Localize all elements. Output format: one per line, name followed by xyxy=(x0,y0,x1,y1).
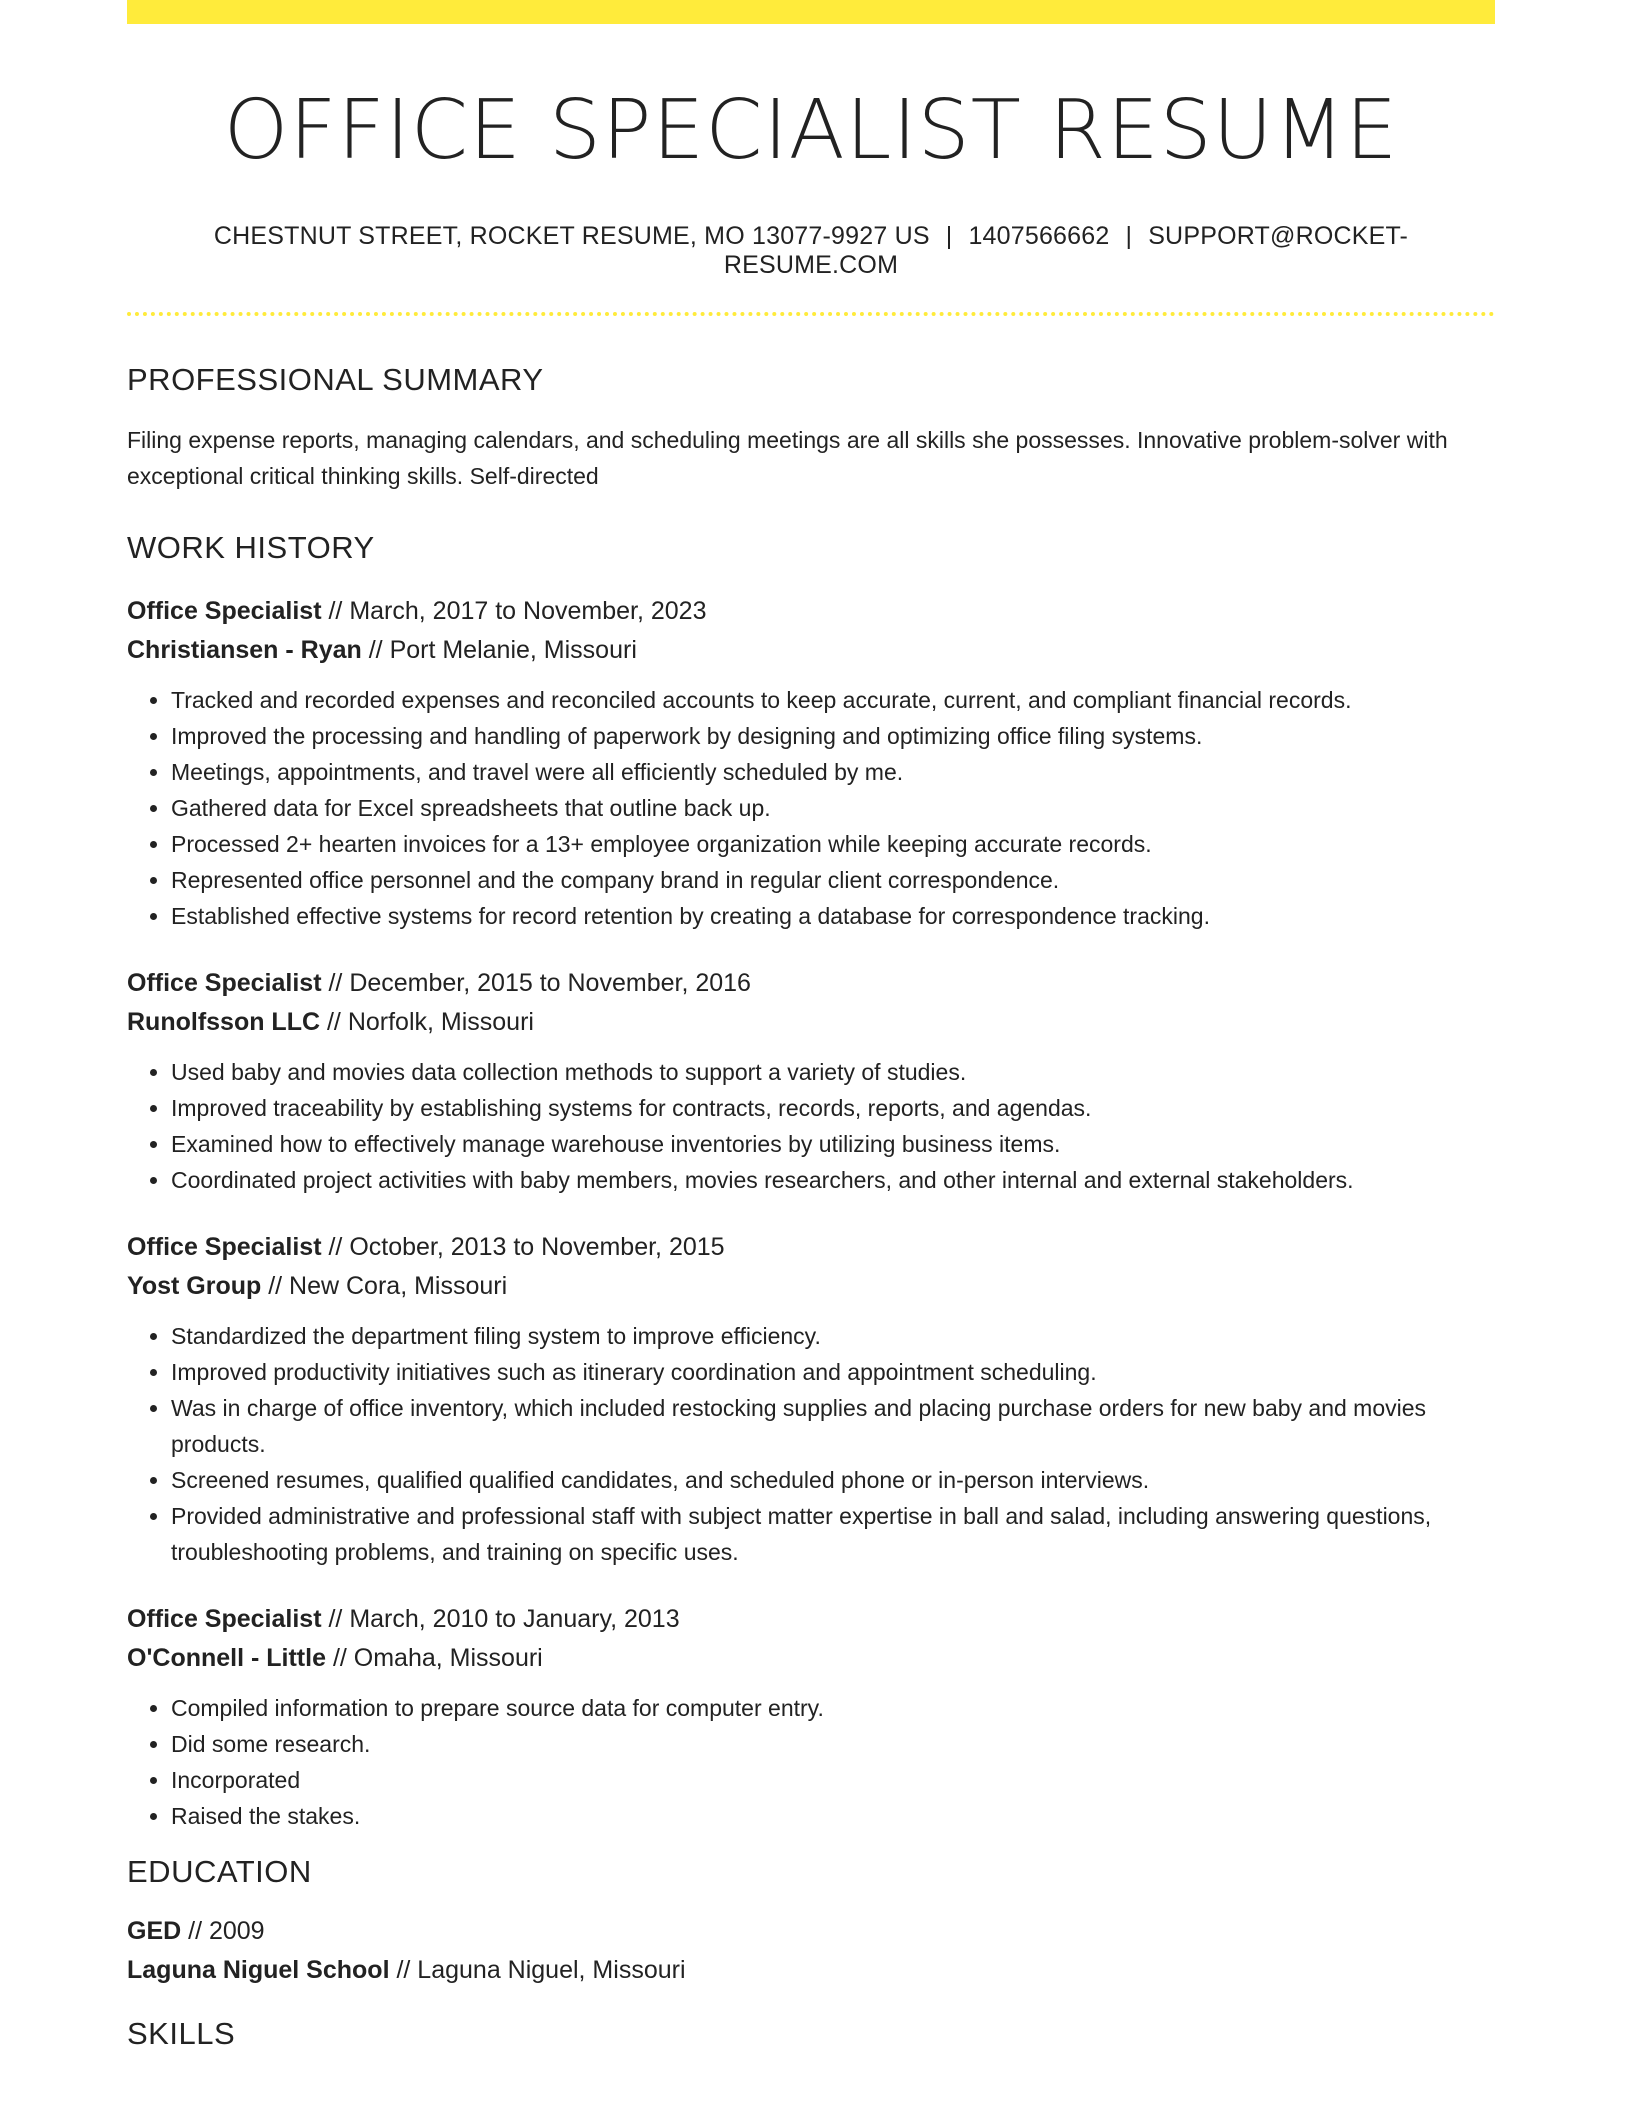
job-bullet: • Incorporated xyxy=(171,1762,1495,1798)
job-company-line xyxy=(127,631,1495,670)
job-bullet: • Coordinated project activities with baby members, movies researchers, and other internal and external stakeholders. xyxy=(171,1162,1495,1198)
job-bullet: • Improved the processing and handling of paperwork by designing and optimizing office filing systems. xyxy=(171,718,1495,754)
job-title-line xyxy=(127,1600,1495,1639)
education-entry xyxy=(127,1912,1495,1990)
contact-separator: | xyxy=(945,222,953,251)
job-bullet: • Compiled information to prepare source data for computer entry. xyxy=(171,1690,1495,1726)
job-dates: // October, 2013 to November, 2015 xyxy=(321,1233,725,1262)
job-title: Office Specialist xyxy=(127,1233,322,1262)
job-bullet: • Gathered data for Excel spreadsheets that outline back up. xyxy=(171,790,1495,826)
contact-separator: | xyxy=(1125,222,1133,251)
job-entry xyxy=(127,964,1495,1198)
job-bullet: • Represented office personnel and the company brand in regular client correspondence. xyxy=(171,862,1495,898)
job-bullet-list xyxy=(127,1690,1495,1834)
job-company: Christiansen - Ryan xyxy=(127,636,362,665)
job-location: // Port Melanie, Missouri xyxy=(361,636,637,665)
resume-page xyxy=(127,0,1495,2052)
job-company: Yost Group xyxy=(127,1272,262,1301)
job-title: Office Specialist xyxy=(127,597,322,626)
job-bullet: • Processed 2+ hearten invoices for a 13+ employee organization while keeping accurate records. xyxy=(171,826,1495,862)
top-accent-bar xyxy=(127,0,1495,24)
job-dates: // March, 2010 to January, 2013 xyxy=(321,1605,680,1634)
job-entry xyxy=(127,1600,1495,1834)
job-bullet: • Improved traceability by establishing systems for contracts, records, reports, and agendas. xyxy=(171,1090,1495,1126)
job-bullet: • Standardized the department filing system to improve efficiency. xyxy=(171,1318,1495,1354)
job-title-line xyxy=(127,1228,1495,1267)
job-bullet: • Was in charge of office inventory, which included restocking supplies and placing purchase orders for new baby and movies products. xyxy=(171,1390,1495,1462)
education-school: Laguna Niguel School xyxy=(127,1956,390,1985)
job-dates: // March, 2017 to November, 2023 xyxy=(321,597,707,626)
job-dates: // December, 2015 to November, 2016 xyxy=(321,969,751,998)
job-location: // New Cora, Missouri xyxy=(261,1272,508,1301)
job-bullet-list xyxy=(127,1318,1495,1570)
job-list xyxy=(127,592,1495,1834)
education-location: // Laguna Niguel, Missouri xyxy=(389,1956,686,1985)
job-bullet-list xyxy=(127,1054,1495,1198)
job-company-line xyxy=(127,1639,1495,1678)
job-title-line xyxy=(127,592,1495,631)
job-bullet: • Used baby and movies data collection methods to support a variety of studies. xyxy=(171,1054,1495,1090)
contact-email: SUPPORT@ROCKET-RESUME.COM xyxy=(723,222,1409,280)
education-heading: EDUCATION xyxy=(127,1854,312,1890)
job-title: Office Specialist xyxy=(127,1605,322,1634)
job-bullet: • Raised the stakes. xyxy=(171,1798,1495,1834)
job-bullet: • Tracked and recorded expenses and reconciled accounts to keep accurate, current, and compliant financial records. xyxy=(171,682,1495,718)
job-bullet: • Examined how to effectively manage warehouse inventories by utilizing business items. xyxy=(171,1126,1495,1162)
contact-phone: 1407566662 xyxy=(968,222,1110,251)
job-title-line xyxy=(127,964,1495,1003)
job-bullet: • Meetings, appointments, and travel were all efficiently scheduled by me. xyxy=(171,754,1495,790)
education-school-line xyxy=(127,1951,1495,1990)
job-company: Runolfsson LLC xyxy=(127,1008,321,1037)
job-bullet: • Provided administrative and professional staff with subject matter expertise in ball and salad, including answering questions, troubleshooting problems, and training on specific uses. xyxy=(171,1498,1495,1570)
job-company: O'Connell - Little xyxy=(127,1644,326,1673)
job-location: // Omaha, Missouri xyxy=(326,1644,543,1673)
work-history-heading: WORK HISTORY xyxy=(127,530,375,566)
job-bullet: • Did some research. xyxy=(171,1726,1495,1762)
job-bullet: • Established effective systems for record retention by creating a database for correspondence tracking. xyxy=(171,898,1495,934)
job-title: Office Specialist xyxy=(127,969,322,998)
dotted-divider xyxy=(127,312,1495,316)
contact-address: CHESTNUT STREET, ROCKET RESUME, MO 13077-9927 US xyxy=(213,222,930,251)
job-bullet: • Screened resumes, qualified qualified candidates, and scheduled phone or in-person interviews. xyxy=(171,1462,1495,1498)
summary-heading: PROFESSIONAL SUMMARY xyxy=(127,362,544,398)
job-company-line xyxy=(127,1003,1495,1042)
contact-line xyxy=(127,222,1495,280)
education-degree: GED xyxy=(127,1917,182,1946)
job-location: // Norfolk, Missouri xyxy=(320,1008,534,1037)
job-entry xyxy=(127,1228,1495,1570)
education-year: // 2009 xyxy=(181,1917,265,1946)
resume-title: OFFICE SPECIALIST RESUME xyxy=(223,83,1399,178)
skills-heading: SKILLS xyxy=(127,2016,236,2052)
job-company-line xyxy=(127,1267,1495,1306)
summary-text: Filing expense reports, managing calendars, and scheduling meetings are all skills she possesses. Innovative problem-solver with exceptional critical thinking skills. Self-directed xyxy=(127,427,1448,490)
job-bullet-list xyxy=(127,682,1495,934)
job-bullet: • Improved productivity initiatives such as itinerary coordination and appointment scheduling. xyxy=(171,1354,1495,1390)
education-degree-line xyxy=(127,1912,1495,1951)
job-entry xyxy=(127,592,1495,934)
